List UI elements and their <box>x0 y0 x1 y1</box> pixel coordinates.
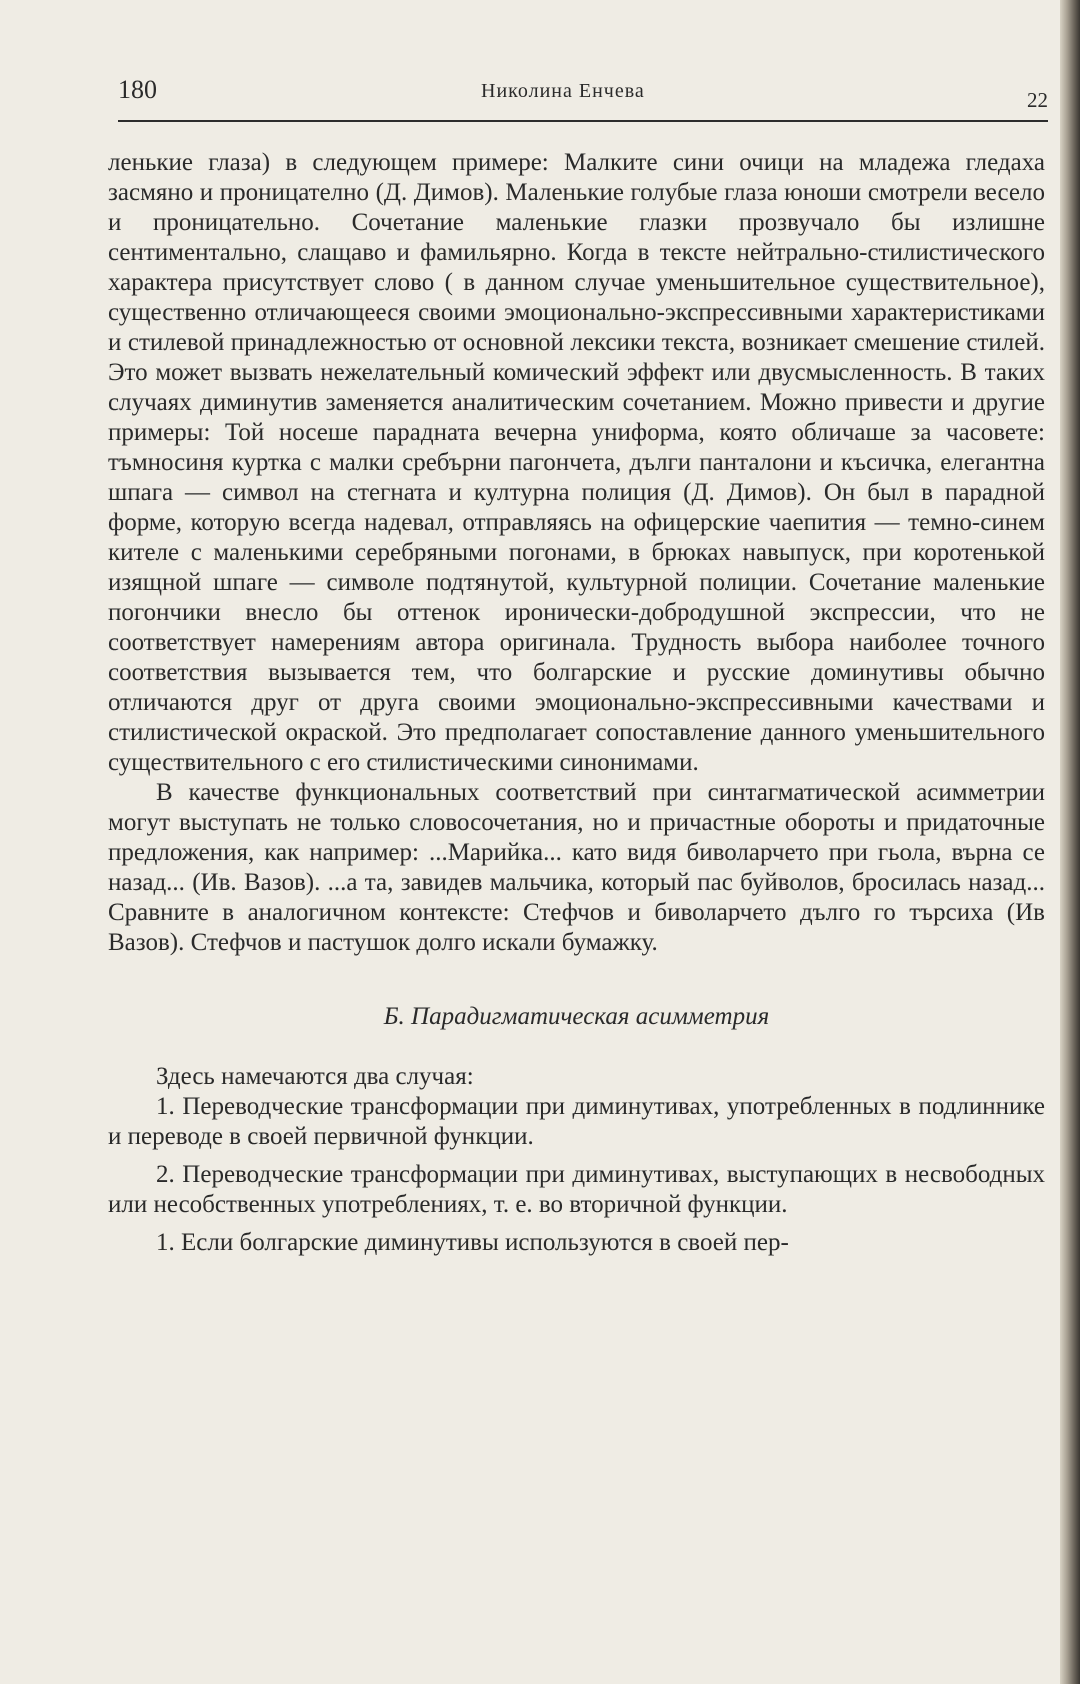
running-title: Николина Енчева <box>481 80 645 102</box>
paragraph-two-cases: Здесь намечаются два случая: <box>156 1063 474 1090</box>
paragraph-continued: ленькие глаза) в следующем примере: Малките сини очици на младежа гледаха засмяно и проницателно (Д. Димов). Маленькие голубые глаза юноши смотрели весело и проницательно. Сочетание маленькие глазки прозвучало бы излишне сентиментально, слащаво и фамильярно. Когда в тексте нейтрально-стилистического характера присутствует слово ( в данном случае уменьшительное существительное), существенно отличающееся своими эмоционально-экспрессивными характеристиками и стилевой принадлежностью от основной лексики текста, возникает смешение стилей. Это может вызвать нежелательный комический эффект или двусмысленность. В таких случаях диминутив заменяется аналитическим сочетанием. Можно привести и другие примеры: Той носеше парадната вечерна униформа, която обличаше за часовете: тъмносиня куртка с малки сребърни пагончета, дълги панталони и късичка, елегантна шпага — символ на стегната и културна полиция (Д. Димов). Он был в парадной форме, которую всегда надевал, отправляясь на офицерские чаепития — темно-синем кителе с маленькими серебряными погонами, в брюках навыпуск, при коротенькой изящной шпаге — символе подтянутой, культурной полиции. Сочетание маленькие погончики внесло бы оттенок иронически-добродушной экспрессии, что не соответствует намерениям автора оригинала. Трудность выбора наиболее точного соответствия вызывается тем, что болгарские и русские доминутивы обычно отличаются друг от друга своими эмоционально-экспрессивными качествами и стилистической окраской. Это предполагает сопоставление данного уменьшительного существительного с его стилистическими синонимами. <box>108 149 1045 776</box>
page-number: 180 <box>118 75 157 104</box>
page-edge-shadow <box>1060 0 1080 1684</box>
paragraph-case-1-start: 1. Если болгарские диминутивы используются в своей пер- <box>156 1229 789 1256</box>
list-item-case-2: 2. Переводческие трансформации при диминутивах, выступающих в несвободных или несобственных употреблениях, т. е. во вторичной функции. <box>108 1161 1045 1218</box>
list-item-case-1: 1. Переводческие трансформации при диминутивах, употребленных в подлиннике и переводе в своей первичной функции. <box>108 1093 1045 1150</box>
signature-mark: 22 <box>1027 88 1048 112</box>
section-heading: Б. Парадигматическая асимметрия <box>383 1003 770 1030</box>
body-text <box>108 148 1045 1258</box>
running-head <box>118 72 1048 132</box>
header-rule <box>118 120 1048 122</box>
paragraph-functional-equivalents: В качестве функциональных соответствий при синтагматической асимметрии могут выступать не только словосочетания, но и причастные обороты и придаточные предложения, как например: ...Марийка... като видя биволарчето при гьола, върна се назад... (Ив. Вазов). ...а та, завидев мальчика, который пас буйволов, бросилась назад... Сравните в аналогичном контексте: Стефчов и биволарчето дълго го търсиха (Ив Вазов). Стефчов и пастушок долго искали бумажку. <box>108 779 1045 956</box>
